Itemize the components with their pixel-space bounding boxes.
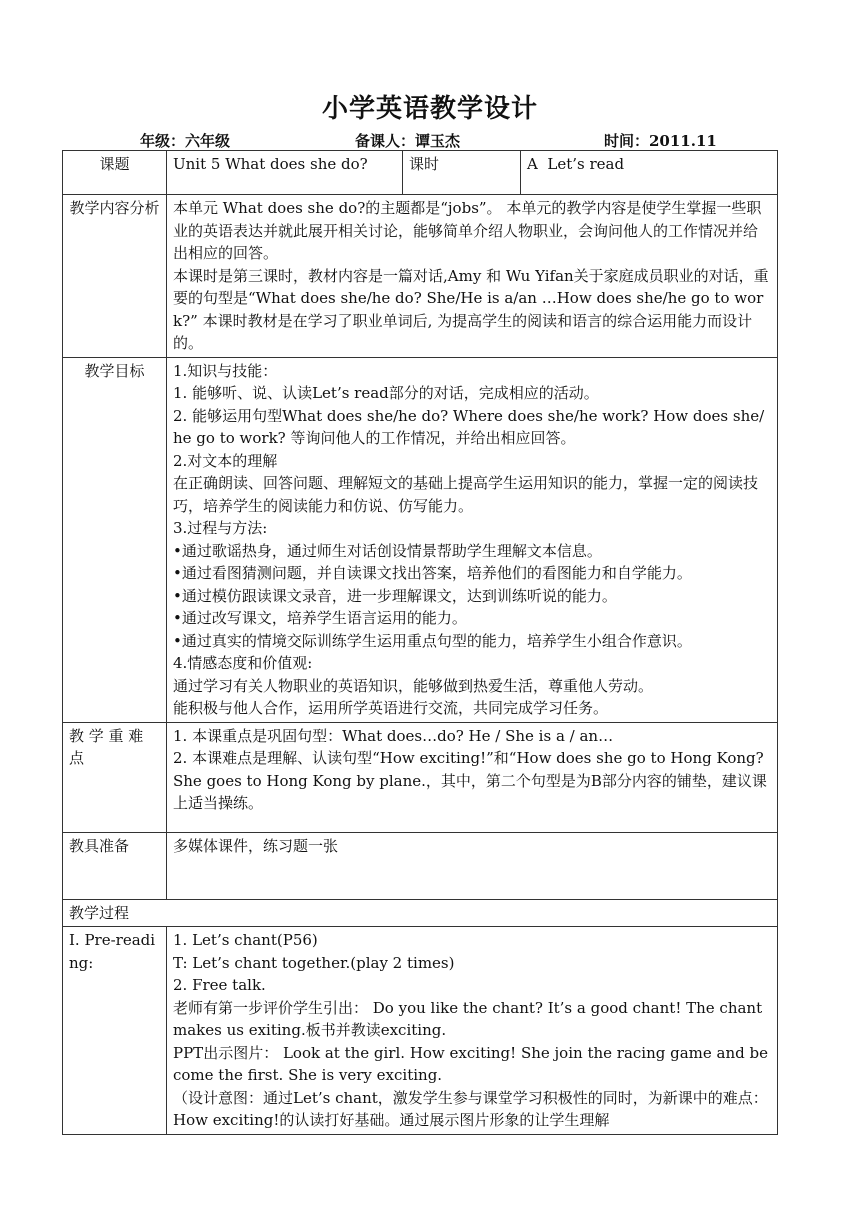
prereading-line: 1. Let’s chant(P56) [173,931,318,949]
topic-row [63,151,778,195]
lesson-plan-table [62,150,778,1135]
goals-line: 3.过程与方法: [173,519,268,537]
prereading-line: 2. Free talk. [173,976,266,994]
topic-label: 课题 [63,151,167,195]
goals-line: •通过模仿跟读课文录音，进一步理解课文，达到训练听说的能力。 [173,586,617,605]
goals-line: •通过看图猜测问题，并自读课文找出答案，培养他们的看图能力和自学能力。 [173,564,692,582]
goals-row [63,357,778,722]
goals-line: 1.知识与技能： [173,361,278,380]
goals-line: 2.对文本的理解 [173,451,278,470]
tools-cell: 多媒体课件，练习题一张 [167,832,778,899]
key-points-line: 2. 本课难点是理解、认读句型“How exciting!”和“How does she go to Hong Kong? She goes to Hong Kong by plane.，其中，第二个句型是为B部分内容的铺垫，建议课上适当操练。 [173,749,767,812]
teacher-label: 备课人：谭玉杰 [355,132,461,150]
grade-label: 年级：六年级 [140,132,231,150]
key-points-line: 1. 本课重点是巩固句型：What does…do? He / She is a / an… [173,726,614,745]
meta-row [0,130,860,150]
tools-label: 教具准备 [63,832,167,899]
prereading-label: I. Pre-reading: [63,927,167,1135]
goals-line: 4.情感态度和价值观: [173,654,313,672]
page-title: 小学英语教学设计 [321,94,538,124]
topic-value: Unit 5 What does she do? [167,151,403,195]
prereading-row [63,927,778,1135]
prereading-line: T: Let’s chant together.(play 2 times) [173,953,455,972]
key-points-row [63,722,778,832]
goals-line: 能积极与他人合作，运用所学英语进行交流，共同完成学习任务。 [173,699,609,717]
content-cell [167,195,778,358]
goals-cell [167,357,778,722]
key-points-cell [167,722,778,832]
period-value: A Let’s read [521,151,778,195]
time-label: 时间：2011.11 [604,132,717,150]
key-points-label: 教 学 重 难 点 [63,722,167,832]
period-label: 课时 [403,151,521,195]
goals-line: •通过歌谣热身，通过师生对话创设情景帮助学生理解文本信息。 [173,541,602,560]
content-line: 本单元 What does she do?的主题都是“jobs”。 本单元的教学内容是使学生掌握一些职业的英语表达并就此展开相关讨论，能够简单介绍人物职业，会询问他人的工作情况并给出相应的回答。 [173,199,762,262]
prereading-line: PPT出示图片： Look at the girl. How exciting! She join the racing game and become the first. She is very exciting. [173,1043,768,1084]
goals-line: •通过真实的情境交际训练学生运用重点句型的能力，培养学生小组合作意识。 [173,631,692,650]
process-label: 教学过程 [63,899,778,927]
content-row [63,195,778,358]
content-line: 本课时是第三课时，教材内容是一篇对话,Amy 和 Wu Yifan关于家庭成员职业的对话，重要的句型是“What does she/he do? She/He is a/an …How does she/he go to work?” 本课时教材是在学习了职业单词后, 为提高学生的阅读和语言的综合运用能力而设计的。 [173,266,769,352]
process-row [63,899,778,927]
goals-label: 教学目标 [63,357,167,722]
goals-line: •通过改写课文，培养学生语言运用的能力。 [173,609,467,627]
tools-row [63,832,778,899]
goals-line: 1. 能够听、说、认读Let’s read部分的对话，完成相应的活动。 [173,384,599,402]
prereading-line: 老师有第一步评价学生引出： Do you like the chant? It’s a good chant! The chant makes us exiting.板书并教读exciting. [173,998,763,1039]
prereading-line: （设计意图：通过Let’s chant，激发学生参与课堂学习积极性的同时，为新课中的难点：How exciting!的认读打好基础。通过展示图片形象的让学生理解 [173,1088,768,1129]
content-label: 教学内容分析 [63,195,167,358]
goals-line: 通过学习有关人物职业的英语知识，能够做到热爱生活，尊重他人劳动。 [173,676,654,695]
goals-line: 在正确朗读、回答问题、理解短文的基础上提高学生运用知识的能力，掌握一定的阅读技巧，培养学生的阅读能力和仿说、仿写能力。 [173,474,759,515]
prereading-cell [167,927,778,1135]
goals-line: 2. 能够运用句型What does she/he do? Where does she/he work? How does she/he go to work? 等询问他人的工作情况，并给出相应回答。 [173,406,765,447]
